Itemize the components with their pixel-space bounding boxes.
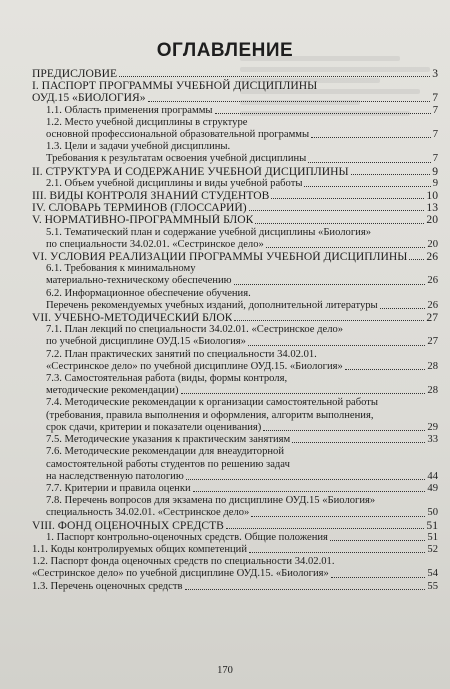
dot-leader — [215, 113, 431, 114]
toc-entry-row — [32, 251, 438, 263]
toc-page-number: 20 — [426, 213, 438, 227]
dot-leader — [311, 137, 431, 138]
dot-leader — [292, 442, 425, 443]
dot-leader — [409, 259, 424, 260]
toc-entry — [32, 349, 438, 373]
dot-leader — [234, 284, 426, 285]
toc-entry-text: V. НОРМАТИВНО-ПРОГРАММНЫЙ БЛОК — [32, 214, 254, 227]
toc-entry-text: 7.3. Самостоятельная работа (виды, формы контроля, — [46, 373, 288, 385]
toc-page-number: 50 — [427, 507, 438, 519]
toc-page-number: 13 — [426, 201, 438, 215]
toc-page-number: 7 — [432, 91, 438, 105]
toc-entry-row — [32, 520, 438, 532]
toc-entry — [32, 446, 438, 483]
toc-page-number: 7 — [432, 153, 438, 165]
dot-leader — [249, 552, 425, 553]
toc-entry-text: III. ВИДЫ КОНТРОЛЯ ЗНАНИЙ СТУДЕНТОВ — [32, 190, 270, 203]
toc-entry — [32, 263, 438, 287]
toc-entry-row — [46, 471, 438, 483]
toc-entry-text: «Сестринское дело» по учебной дисциплине ОУД.15. «Биология» — [46, 360, 343, 372]
toc-page-number: 33 — [427, 434, 438, 446]
toc-page-number: 9 — [432, 164, 438, 178]
toc-entry-text: методические рекомендации) — [46, 385, 179, 397]
dot-leader — [345, 369, 426, 370]
toc-entry-text: на наследственную патологию — [46, 470, 184, 482]
toc-entry-text: 2.1. Объем учебной дисциплины и виды учебной работы — [46, 177, 303, 189]
toc-entry-row — [32, 190, 438, 202]
dot-leader — [330, 540, 425, 541]
dot-leader — [380, 308, 426, 309]
toc-entry-text: «Сестринское дело» по учебной дисциплине ОУД.15. «Биология» — [32, 568, 329, 580]
dot-leader — [181, 393, 426, 394]
toc-entry — [32, 581, 438, 593]
toc-entry-row — [46, 434, 438, 446]
toc-entry-row — [46, 105, 438, 117]
toc-entry-row — [32, 581, 438, 593]
toc-entry-text: 7.6. Методические рекомендации для внеаудиторной — [46, 446, 285, 458]
toc-entry — [32, 214, 438, 226]
toc-entry-row — [46, 178, 438, 190]
toc-page-number: 49 — [427, 482, 438, 494]
toc-entry-row — [32, 92, 438, 104]
toc-entry-row — [46, 507, 438, 519]
dot-leader — [266, 247, 426, 248]
page-title: ОГЛАВЛЕНИЕ — [156, 40, 294, 61]
toc-page-number: 44 — [427, 470, 438, 482]
toc-entry-text: 1.3. Перечень оценочных средств — [32, 580, 183, 592]
toc-entry-text: 1.2. Паспорт фонда оценочных средств по специальности 34.02.01. — [32, 556, 335, 568]
toc-entry — [32, 495, 438, 519]
toc-entry-text: VI. УСЛОВИЯ РЕАЛИЗАЦИИ ПРОГРАММЫ УЧЕБНОЙ ДИСЦИПЛИНЫ — [32, 251, 408, 264]
toc-entry-text: срок сдачи, критерии и показатели оценивания) — [46, 421, 262, 433]
toc-page-number: 26 — [426, 250, 438, 264]
toc-page-number: 9 — [432, 177, 438, 189]
toc-entry-text: по учебной дисциплине ОУД.15 «Биология» — [46, 336, 246, 348]
toc-entry-text: специальность 34.02.01. «Сестринское дело» — [46, 507, 250, 519]
toc-entry-text: 7.2. План практических занятий по специальности 34.02.01. — [46, 348, 317, 360]
page-number: 170 — [217, 665, 233, 676]
toc-page-number: 27 — [426, 311, 438, 325]
toc-entry — [32, 166, 438, 178]
toc-page-number: 28 — [427, 360, 438, 372]
toc-entry-row — [32, 312, 438, 324]
toc-page-number: 26 — [427, 275, 438, 287]
dot-leader — [304, 186, 430, 187]
dot-leader — [351, 174, 431, 175]
toc-entry-row — [46, 336, 438, 348]
toc-page-number: 55 — [427, 580, 438, 592]
toc-entry-text: (требования, правила выполнения и оформления, алгоритм выполнения, — [46, 409, 374, 421]
toc-entry-row — [46, 275, 438, 287]
dot-leader — [148, 101, 431, 102]
toc-entry — [32, 105, 438, 117]
toc-entry-text: VII. УЧЕБНО-МЕТОДИЧЕСКИЙ БЛОК — [32, 312, 233, 325]
toc-entry — [32, 397, 438, 434]
toc-page-number: 20 — [427, 238, 438, 250]
toc-entry — [32, 520, 438, 532]
toc-entry-text: самостоятельной работы студентов по решению задач — [46, 458, 290, 470]
toc-entry-text: 7.4. Методические рекомендации к организации самостоятельной работы — [46, 397, 379, 409]
toc-entry-text: VIII. ФОНД ОЦЕНОЧНЫХ СРЕДСТВ — [32, 519, 224, 532]
toc-entry-text: ОУД.15 «БИОЛОГИЯ» — [32, 92, 146, 105]
toc-entry-text: I. ПАСПОРТ ПРОГРАММЫ УЧЕБНОЙ ДИСЦИПЛИНЫ — [32, 79, 318, 93]
dot-leader — [193, 491, 426, 492]
toc-entry-row — [32, 544, 438, 556]
table-of-contents — [32, 68, 438, 593]
toc-entry-text: 7.5. Методические указания к практическим занятиям — [46, 434, 291, 446]
toc-page-number: 54 — [427, 568, 438, 580]
toc-entry — [32, 544, 438, 556]
toc-page-number: 28 — [427, 385, 438, 397]
toc-entry-text: ПРЕДИСЛОВИЕ — [32, 68, 118, 80]
toc-page-number: 27 — [427, 336, 438, 348]
toc-entry-row — [46, 153, 438, 165]
dot-leader — [251, 516, 425, 517]
toc-entry-row — [46, 422, 438, 434]
toc-entry — [32, 80, 438, 104]
toc-entry-row — [46, 361, 438, 373]
toc-entry-text: основной профессиональной образовательной программы — [46, 129, 310, 141]
toc-entry-text: II. СТРУКТУРА И СОДЕРЖАНИЕ УЧЕБНОЙ ДИСЦИПЛИНЫ — [32, 165, 349, 178]
toc-entry — [32, 178, 438, 190]
dot-leader — [186, 479, 426, 480]
toc-entry-text: 7.1. План лекций по специальности 34.02.01. «Сестринское дело» — [46, 324, 344, 336]
toc-entry-text: 6.1. Требования к минимальному — [46, 263, 196, 275]
toc-entry — [32, 434, 438, 446]
toc-entry-text: Требования к результатам освоения учебной дисциплины — [46, 153, 307, 165]
toc-entry — [32, 117, 438, 141]
toc-entry-row — [46, 532, 438, 544]
toc-page-number: 52 — [427, 543, 438, 555]
dot-leader — [308, 162, 430, 163]
toc-entry-row — [32, 568, 438, 580]
toc-entry-row — [32, 166, 438, 178]
toc-entry — [32, 202, 438, 214]
toc-entry-text: Перечень рекомендуемых учебных изданий, дополнительной литературы — [46, 299, 378, 311]
toc-page-number: 51 — [426, 518, 438, 532]
toc-entry — [32, 312, 438, 324]
toc-entry-row — [46, 129, 438, 141]
dot-leader — [263, 430, 425, 431]
toc-entry-text: 7.7. Критерии и правила оценки — [46, 482, 191, 494]
toc-entry-text: 7.8. Перечень вопросов для экзамена по дисциплине ОУД.15 «Биология» — [46, 495, 376, 507]
toc-entry-text: по специальности 34.02.01. «Сестринское дело» — [46, 238, 264, 250]
dot-leader — [249, 210, 425, 211]
toc-entry-row — [32, 214, 438, 226]
toc-entry-text: 6.2. Информационное обеспечение обучения. — [46, 287, 251, 299]
dot-leader — [331, 577, 426, 578]
toc-entry-row — [32, 202, 438, 214]
toc-page-number: 10 — [426, 189, 438, 203]
toc-entry — [32, 556, 438, 580]
toc-page-number: 3 — [432, 67, 438, 80]
toc-page-number: 51 — [427, 531, 438, 543]
toc-entry — [32, 532, 438, 544]
dot-leader — [255, 223, 424, 224]
dot-leader — [248, 345, 425, 346]
toc-entry — [32, 324, 438, 348]
toc-entry-text: 1.1. Область применения программы — [46, 104, 213, 116]
toc-page-number: 7 — [432, 129, 438, 141]
toc-entry-text: материально-техническому обеспечению — [46, 275, 232, 287]
toc-entry — [32, 483, 438, 495]
toc-entry — [32, 190, 438, 202]
toc-entry-text: 1.3. Цели и задачи учебной дисциплины. — [46, 141, 231, 153]
toc-entry-text: 1. Паспорт контрольно-оценочных средств. Общие положения — [46, 531, 328, 543]
toc-entry — [32, 373, 438, 397]
dot-leader — [185, 589, 426, 590]
toc-entry — [32, 251, 438, 263]
toc-entry-row — [46, 483, 438, 495]
toc-entry-row — [46, 239, 438, 251]
toc-entry-row — [46, 300, 438, 312]
toc-entry-text: 5.1. Тематический план и содержание учебной дисциплины «Биология» — [46, 226, 372, 238]
toc-page-number: 26 — [427, 299, 438, 311]
toc-entry — [32, 141, 438, 165]
toc-entry-text: 1.1. Коды контролируемых общих компетенций — [32, 543, 247, 555]
toc-entry-row — [46, 385, 438, 397]
toc-page-number: 7 — [432, 104, 438, 116]
dot-leader — [119, 76, 430, 77]
toc-entry-text: 1.2. Место учебной дисциплины в структуре — [46, 116, 248, 128]
toc-entry-text: IV. СЛОВАРЬ ТЕРМИНОВ (ГЛОССАРИЙ) — [32, 202, 247, 215]
toc-entry — [32, 288, 438, 312]
dot-leader — [234, 320, 424, 321]
dot-leader — [271, 198, 424, 199]
toc-page-number: 29 — [427, 421, 438, 433]
dot-leader — [226, 528, 425, 529]
toc-entry — [32, 227, 438, 251]
